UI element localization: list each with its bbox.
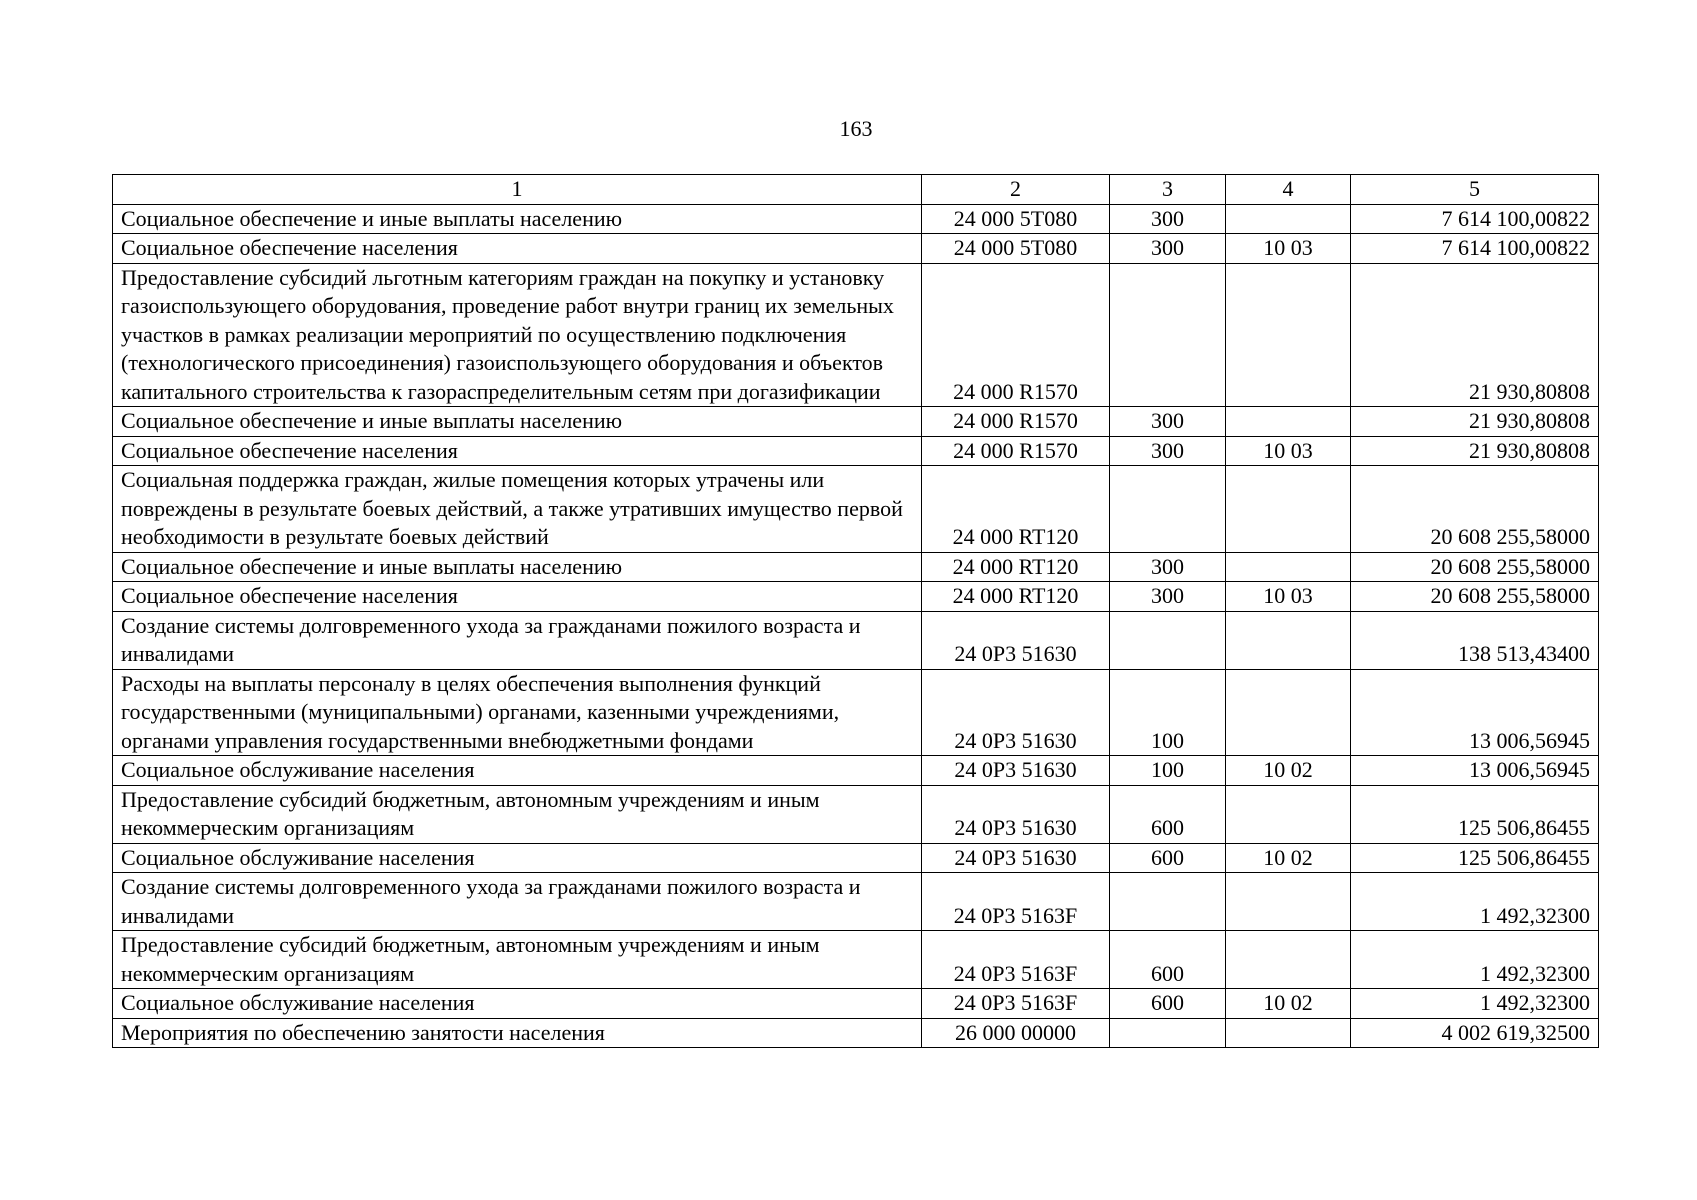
row-section: 10 02 — [1226, 756, 1351, 786]
table-row — [113, 466, 1599, 553]
row-section — [1226, 1018, 1351, 1048]
row-target-code: 26 000 00000 — [922, 1018, 1110, 1048]
row-section: 10 03 — [1226, 582, 1351, 612]
row-amount: 4 002 619,32500 — [1351, 1018, 1599, 1048]
row-description: Социальное обслуживание населения — [113, 843, 922, 873]
row-description: Предоставление субсидий бюджетным, автономным учреждениям и иным некоммерческим организациям — [113, 785, 922, 843]
row-amount: 125 506,86455 — [1351, 785, 1599, 843]
row-target-code: 24 0Р3 51630 — [922, 611, 1110, 669]
row-section: 10 02 — [1226, 989, 1351, 1019]
row-target-code: 24 000 5T080 — [922, 204, 1110, 234]
row-expense-type — [1110, 611, 1226, 669]
row-description: Социальное обеспечение и иные выплаты населению — [113, 204, 922, 234]
row-expense-type: 600 — [1110, 843, 1226, 873]
table-row — [113, 234, 1599, 264]
table-row — [113, 552, 1599, 582]
table-row — [113, 263, 1599, 407]
row-amount: 13 006,56945 — [1351, 756, 1599, 786]
column-header-3: 3 — [1110, 175, 1226, 205]
row-amount: 1 492,32300 — [1351, 873, 1599, 931]
row-section — [1226, 204, 1351, 234]
row-expense-type: 100 — [1110, 756, 1226, 786]
row-amount: 7 614 100,00822 — [1351, 204, 1599, 234]
row-target-code: 24 000 RT120 — [922, 466, 1110, 553]
row-amount: 1 492,32300 — [1351, 989, 1599, 1019]
table-row — [113, 843, 1599, 873]
row-expense-type: 600 — [1110, 931, 1226, 989]
column-header-4: 4 — [1226, 175, 1351, 205]
row-target-code: 24 000 RT120 — [922, 552, 1110, 582]
row-amount: 20 608 255,58000 — [1351, 466, 1599, 553]
row-expense-type: 300 — [1110, 204, 1226, 234]
row-expense-type: 300 — [1110, 582, 1226, 612]
row-amount: 21 930,80808 — [1351, 436, 1599, 466]
table-row — [113, 407, 1599, 437]
row-section — [1226, 263, 1351, 407]
column-header-2: 2 — [922, 175, 1110, 205]
table-row — [113, 873, 1599, 931]
row-target-code: 24 000 R1570 — [922, 436, 1110, 466]
row-description: Социальное обслуживание населения — [113, 989, 922, 1019]
row-section: 10 03 — [1226, 436, 1351, 466]
row-description: Создание системы долговременного ухода за гражданами пожилого возраста и инвалидами — [113, 873, 922, 931]
table-row — [113, 989, 1599, 1019]
table-row — [113, 204, 1599, 234]
row-description: Социальное обеспечение населения — [113, 234, 922, 264]
table-row — [113, 611, 1599, 669]
row-amount: 7 614 100,00822 — [1351, 234, 1599, 264]
row-target-code: 24 0Р3 51630 — [922, 669, 1110, 756]
page-number: 163 — [839, 116, 873, 141]
row-section — [1226, 873, 1351, 931]
row-expense-type — [1110, 263, 1226, 407]
row-target-code: 24 0Р3 5163F — [922, 989, 1110, 1019]
row-amount: 21 930,80808 — [1351, 407, 1599, 437]
row-description: Социальное обеспечение и иные выплаты населению — [113, 552, 922, 582]
row-expense-type: 300 — [1110, 234, 1226, 264]
row-amount: 138 513,43400 — [1351, 611, 1599, 669]
row-amount: 21 930,80808 — [1351, 263, 1599, 407]
row-amount: 1 492,32300 — [1351, 931, 1599, 989]
table-row — [113, 785, 1599, 843]
row-amount: 125 506,86455 — [1351, 843, 1599, 873]
row-expense-type: 100 — [1110, 669, 1226, 756]
row-section — [1226, 611, 1351, 669]
row-expense-type: 600 — [1110, 785, 1226, 843]
row-description: Предоставление субсидий бюджетным, автономным учреждениям и иным некоммерческим организациям — [113, 931, 922, 989]
row-amount: 13 006,56945 — [1351, 669, 1599, 756]
table-row — [113, 582, 1599, 612]
row-section — [1226, 669, 1351, 756]
column-header-1: 1 — [113, 175, 922, 205]
row-target-code: 24 0Р3 51630 — [922, 843, 1110, 873]
row-section: 10 02 — [1226, 843, 1351, 873]
row-description: Социальная поддержка граждан, жилые помещения которых утрачены или повреждены в результате боевых действий, а также утративших имущество первой необходимости в результате боевых действий — [113, 466, 922, 553]
table-row — [113, 756, 1599, 786]
row-description: Социальное обеспечение населения — [113, 436, 922, 466]
row-target-code: 24 0Р3 51630 — [922, 756, 1110, 786]
row-target-code: 24 000 R1570 — [922, 263, 1110, 407]
row-expense-type — [1110, 873, 1226, 931]
row-section — [1226, 785, 1351, 843]
row-section — [1226, 552, 1351, 582]
table-row — [113, 931, 1599, 989]
row-expense-type: 300 — [1110, 407, 1226, 437]
row-amount: 20 608 255,58000 — [1351, 552, 1599, 582]
row-target-code: 24 0Р3 5163F — [922, 931, 1110, 989]
row-expense-type — [1110, 466, 1226, 553]
column-header-5: 5 — [1351, 175, 1599, 205]
table-header-row — [113, 175, 1599, 205]
row-expense-type — [1110, 1018, 1226, 1048]
row-target-code: 24 000 5T080 — [922, 234, 1110, 264]
row-amount: 20 608 255,58000 — [1351, 582, 1599, 612]
row-expense-type: 300 — [1110, 552, 1226, 582]
row-description: Социальное обеспечение и иные выплаты населению — [113, 407, 922, 437]
row-target-code: 24 000 R1570 — [922, 407, 1110, 437]
row-target-code: 24 0Р3 5163F — [922, 873, 1110, 931]
row-section: 10 03 — [1226, 234, 1351, 264]
table-row — [113, 669, 1599, 756]
table-body — [113, 175, 1599, 1048]
table-row — [113, 1018, 1599, 1048]
row-section — [1226, 407, 1351, 437]
row-section — [1226, 466, 1351, 553]
row-description: Социальное обеспечение населения — [113, 582, 922, 612]
row-description: Социальное обслуживание населения — [113, 756, 922, 786]
row-expense-type: 600 — [1110, 989, 1226, 1019]
row-section — [1226, 931, 1351, 989]
row-target-code: 24 000 RT120 — [922, 582, 1110, 612]
table-row — [113, 436, 1599, 466]
row-expense-type: 300 — [1110, 436, 1226, 466]
row-description: Создание системы долговременного ухода за гражданами пожилого возраста и инвалидами — [113, 611, 922, 669]
row-description: Расходы на выплаты персоналу в целях обеспечения выполнения функций государственными (муниципальными) органами, казенными учреждениями, органами управления государственными внебюджетными фондами — [113, 669, 922, 756]
row-description: Мероприятия по обеспечению занятости населения — [113, 1018, 922, 1048]
row-target-code: 24 0Р3 51630 — [922, 785, 1110, 843]
budget-table — [112, 174, 1599, 1048]
row-description: Предоставление субсидий льготным категориям граждан на покупку и установку газоиспользующего оборудования, проведение работ внутри границ их земельных участков в рамках реализации мероприятий по осуществлению подключения (технологического присоединения) газоиспользующего оборудования и объектов капитального строительства к газораспределительным сетям при догазификации — [113, 263, 922, 407]
